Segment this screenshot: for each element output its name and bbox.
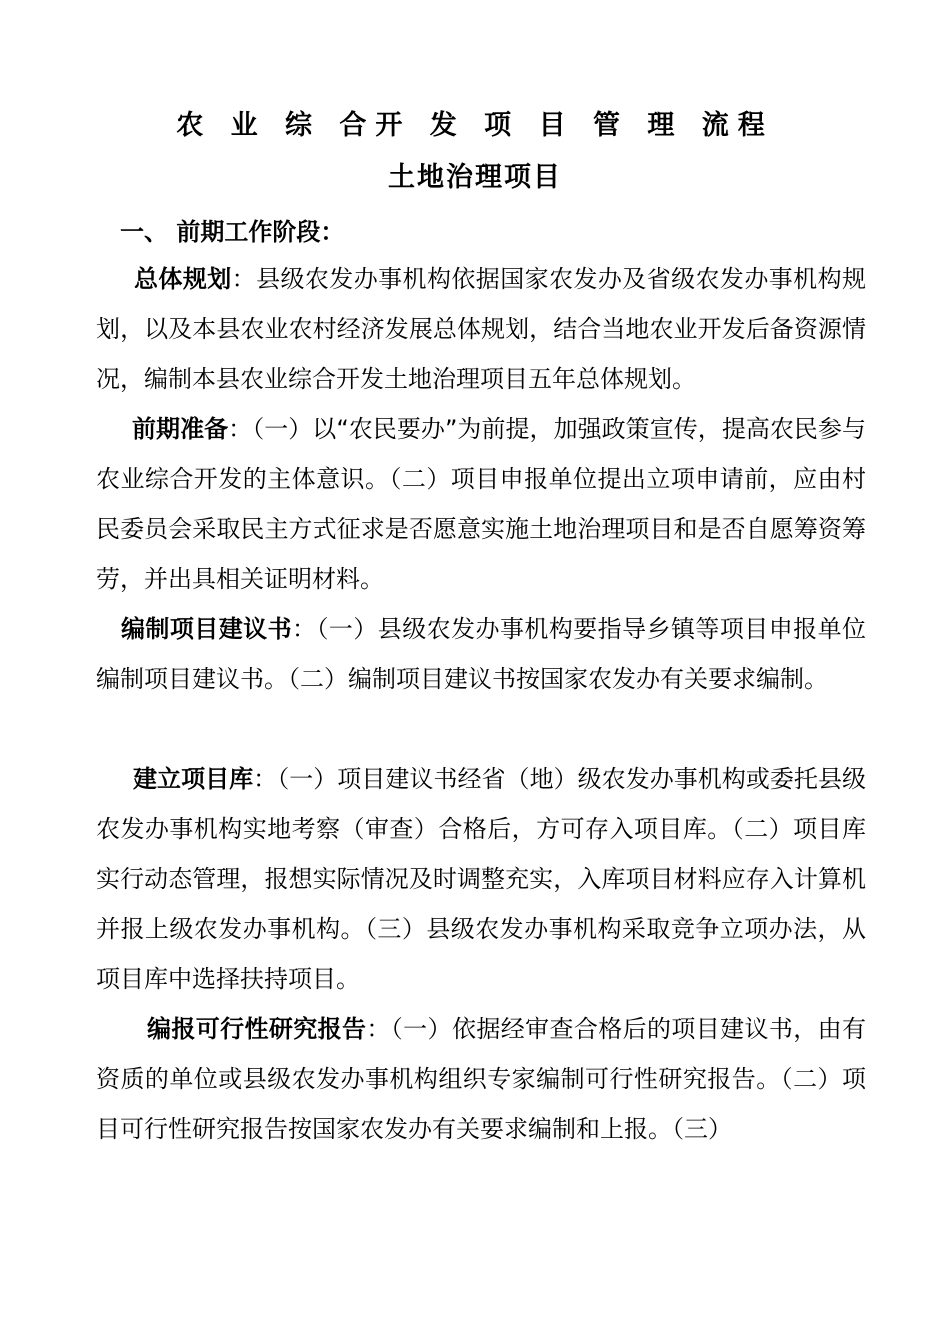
paragraph-preparation (96, 404, 866, 604)
paragraph-overall-planning (96, 254, 866, 404)
paragraph-text: ：（一）项目建议书经省（地）级农发办事机构或委托县级农发办事机构实地考察（审查）合格后，方可存入项目库。（二）项目库实行动态管理，报想实际情况及时调整充实，入库项目材料应存入计算机并报上级农发办事机构。（三）县级农发办事机构采取竞争立项办法，从项目库中选择扶持项目。 (96, 765, 867, 993)
paragraph-feasibility-report (96, 1004, 866, 1154)
paragraph-label: 前期准备 (132, 415, 229, 443)
paragraph-label: 编报可行性研究报告 (147, 1015, 367, 1043)
paragraph-label: 编制项目建议书 (121, 615, 293, 643)
paragraph-text: ：（一）县级农发办事机构要指导乡镇等项目申报单位编制项目建议书。（二）编制项目建议书按国家农发办有关要求编制。 (96, 615, 867, 693)
paragraph-text: ：（一）以“农民要办”为前提，加强政策宣传，提高农民参与农业综合开发的主体意识。（二）项目申报单位提出立项申请前，应由村民委员会采取民主方式征求是否愿意实施土地治理项目和是否自愿筹资筹劳，并出具相关证明材料。 (96, 415, 867, 593)
paragraph-label: 总体规划 (134, 265, 232, 293)
paragraph-text: ：（一）依据经审查合格后的项目建议书，由有资质的单位或县级农发办事机构组织专家编制可行性研究报告。（二）项目可行性研究报告按国家农发办有关要求编制和上报。（三） (96, 1015, 867, 1143)
section-heading: 一、 前期工作阶段： (120, 218, 345, 246)
document-subtitle: 土地治理项目 (388, 162, 562, 193)
paragraph-proposal (96, 604, 866, 704)
paragraph-label: 建立项目库 (133, 765, 254, 793)
paragraph-project-library (96, 754, 866, 1004)
document-title: 农 业 综 合开 发 项 目 管 理 流程 (176, 110, 774, 141)
paragraph-text: ：县级农发办事机构依据国家农发办及省级农发办事机构规划，以及本县农业农村经济发展总体规划，结合当地农业开发后备资源情况，编制本县农业综合开发土地治理项目五年总体规划。 (96, 265, 866, 393)
